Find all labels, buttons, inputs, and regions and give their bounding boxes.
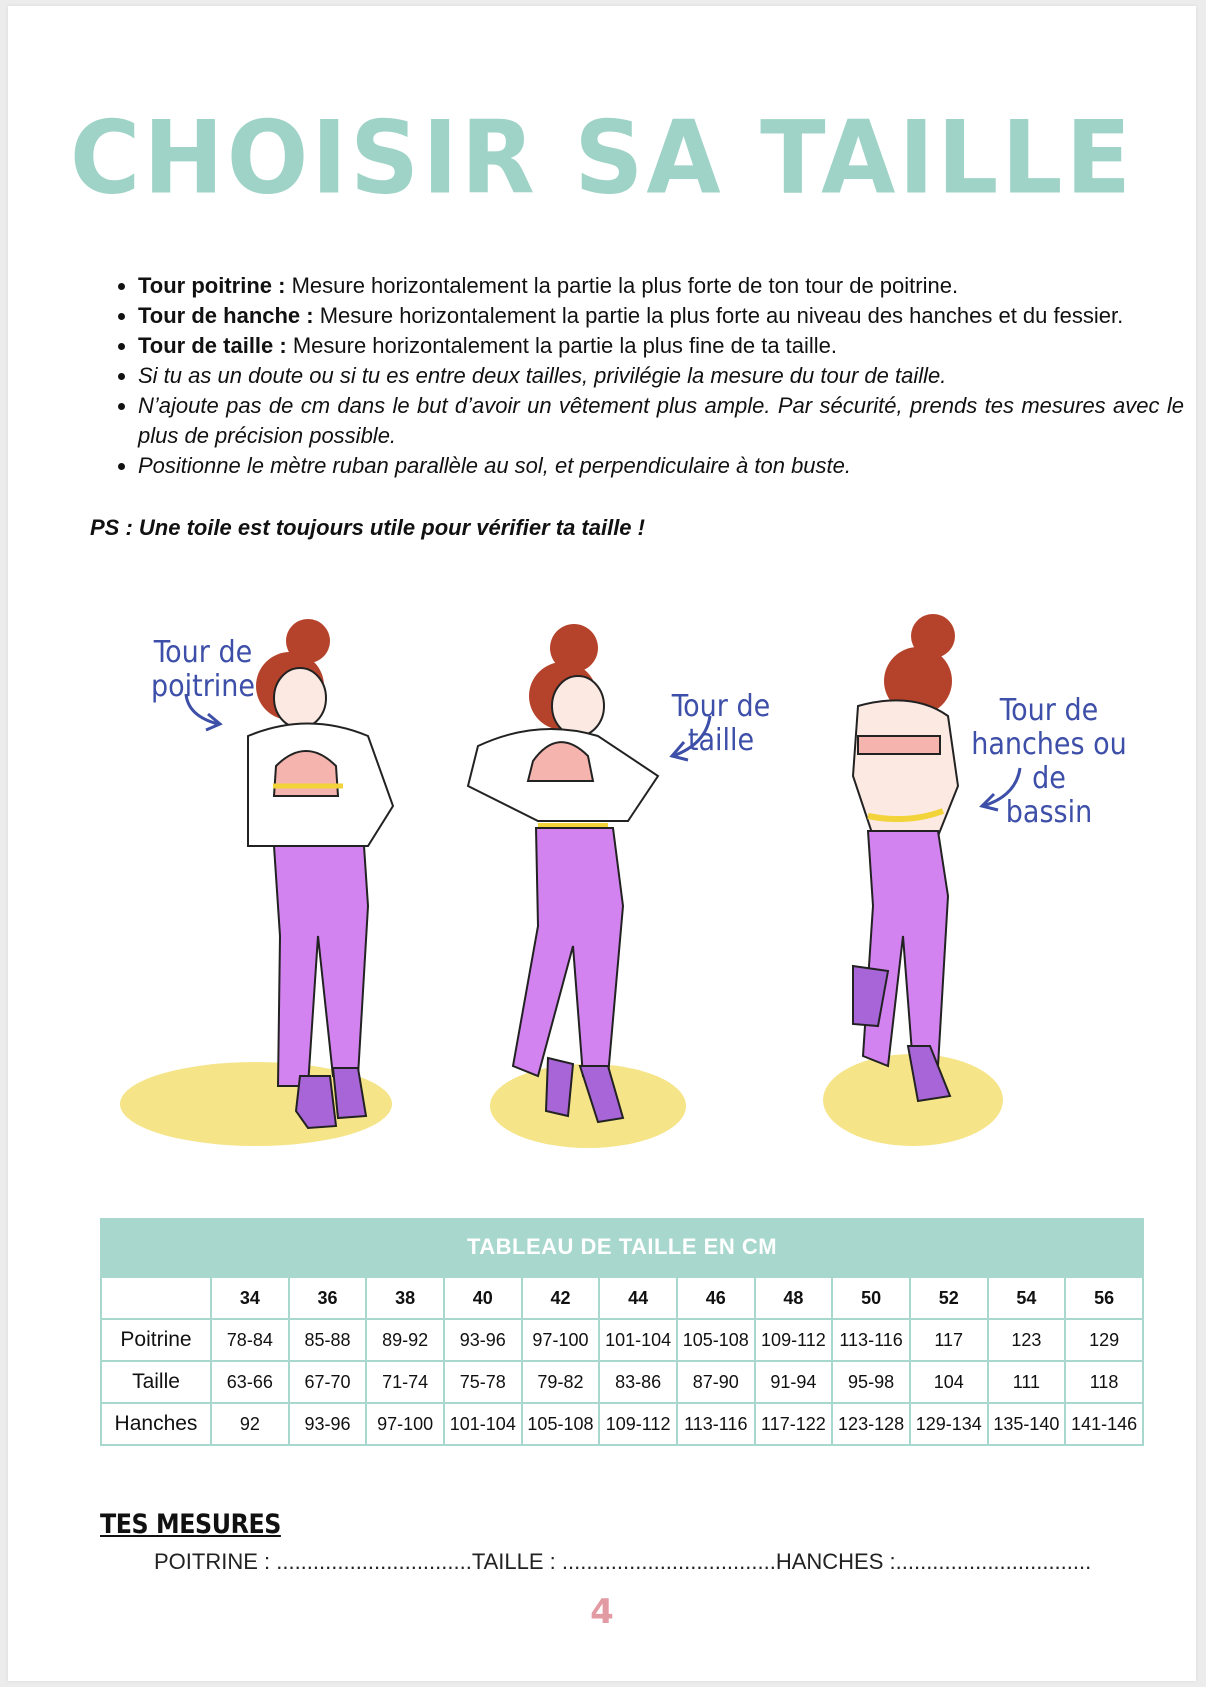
bullet-term: Tour de hanche : <box>138 303 314 328</box>
table-row-sizes <box>101 1277 1143 1319</box>
label-tour-de-hanches <box>954 694 1144 830</box>
table-cell: 85-88 <box>289 1319 367 1361</box>
size-cell: 52 <box>910 1277 988 1319</box>
table-cell: 141-146 <box>1065 1403 1143 1445</box>
list-item <box>138 301 1184 331</box>
size-chart <box>100 1218 1144 1446</box>
table-cell: 117 <box>910 1319 988 1361</box>
list-item: • Si tu as un doute ou si tu es entre deux tailles, privilégie la mesure du tour de taille. <box>138 361 1184 391</box>
table-cell: 109-112 <box>755 1319 833 1361</box>
table-cell: 93-96 <box>289 1403 367 1445</box>
label-line: hanches ou de <box>971 727 1127 796</box>
table-cell: 105-108 <box>522 1403 600 1445</box>
table-cell: 135-140 <box>988 1403 1066 1445</box>
list-item <box>138 271 1184 301</box>
ps-note: PS : Une toile est toujours utile pour vérifier ta taille ! <box>90 515 645 540</box>
size-cell: 42 <box>522 1277 600 1319</box>
bullet-text: Mesure horizontalement la partie la plus forte de ton tour de poitrine. <box>285 273 959 298</box>
table-cell: 109-112 <box>599 1403 677 1445</box>
measurement-illustrations <box>68 606 1148 1166</box>
document-page <box>8 6 1196 1681</box>
size-cell: 46 <box>677 1277 755 1319</box>
size-cell: 36 <box>289 1277 367 1319</box>
table-cell: 123 <box>988 1319 1066 1361</box>
table-cell: 87-90 <box>677 1361 755 1403</box>
page-title: CHOISIR SA TAILLE <box>69 99 1135 217</box>
table-cell: 79-82 <box>522 1361 600 1403</box>
table-cell: 117-122 <box>755 1403 833 1445</box>
table-cell: 113-116 <box>832 1319 910 1361</box>
row-label: Hanches <box>101 1403 211 1445</box>
table-cell: 75-78 <box>444 1361 522 1403</box>
size-chart-title: TABLEAU DE TAILLE EN CM <box>100 1218 1144 1276</box>
table-cell: 105-108 <box>677 1319 755 1361</box>
label-line: Tour de <box>153 635 253 670</box>
table-cell: 101-104 <box>444 1403 522 1445</box>
table-cell: 93-96 <box>444 1319 522 1361</box>
table-cell: 104 <box>910 1361 988 1403</box>
table-cell: 63-66 <box>211 1361 289 1403</box>
table-row-poitrine <box>101 1319 1143 1361</box>
mesures-fill-line: POITRINE : ................................TAILLE : ...................................HANCHES :................................ <box>154 1549 1092 1574</box>
table-cell: 67-70 <box>289 1361 367 1403</box>
table-cell: 129 <box>1065 1319 1143 1361</box>
table-cell: 113-116 <box>677 1403 755 1445</box>
label-tour-de-poitrine <box>138 636 268 704</box>
size-cell: 40 <box>444 1277 522 1319</box>
table-corner-cell <box>101 1277 211 1319</box>
label-line: bassin <box>1005 795 1093 830</box>
table-cell: 118 <box>1065 1361 1143 1403</box>
table-row-hanches <box>101 1403 1143 1445</box>
list-item: • Positionne le mètre ruban parallèle au sol, et perpendiculaire à ton buste. <box>138 451 1184 481</box>
size-cell: 38 <box>366 1277 444 1319</box>
size-cell: 50 <box>832 1277 910 1319</box>
table-cell: 95-98 <box>832 1361 910 1403</box>
table-cell: 83-86 <box>599 1361 677 1403</box>
list-item <box>138 331 1184 361</box>
label-tour-de-taille: Tour de taille <box>671 689 771 758</box>
bullet-text: Mesure horizontalement la partie la plus forte au niveau des hanches et du fessier. <box>313 303 1124 328</box>
table-cell: 89-92 <box>366 1319 444 1361</box>
table-cell: 101-104 <box>599 1319 677 1361</box>
size-cell: 56 <box>1065 1277 1143 1319</box>
table-cell: 71-74 <box>366 1361 444 1403</box>
table-cell: 97-100 <box>366 1403 444 1445</box>
table-cell: 97-100 <box>522 1319 600 1361</box>
size-cell: 34 <box>211 1277 289 1319</box>
size-table <box>100 1276 1144 1446</box>
bullet-term: Tour poitrine : <box>138 273 286 298</box>
page-number: 4 <box>590 1592 614 1632</box>
label-line: poitrine <box>150 669 256 704</box>
list-item: • N’ajoute pas de cm dans le but d’avoir un vêtement plus ample. Par sécurité, prends tes mesures avec le plus de précision possible. <box>138 391 1184 451</box>
size-cell: 48 <box>755 1277 833 1319</box>
table-cell: 123-128 <box>832 1403 910 1445</box>
label-line: Tour de <box>999 693 1099 728</box>
row-label: Taille <box>101 1361 211 1403</box>
size-cell: 44 <box>599 1277 677 1319</box>
instructions-list <box>100 271 1184 481</box>
table-cell: 78-84 <box>211 1319 289 1361</box>
bullet-text: Mesure horizontalement la partie la plus fine de ta taille. <box>286 333 838 358</box>
table-row-taille <box>101 1361 1143 1403</box>
row-label: Poitrine <box>101 1319 211 1361</box>
table-cell: 129-134 <box>910 1403 988 1445</box>
bullet-term: Tour de taille : <box>138 333 287 358</box>
table-cell: 91-94 <box>755 1361 833 1403</box>
size-cell: 54 <box>988 1277 1066 1319</box>
table-cell: 92 <box>211 1403 289 1445</box>
table-cell: 111 <box>988 1361 1066 1403</box>
tes-mesures-heading: TES MESURES <box>100 1509 281 1540</box>
